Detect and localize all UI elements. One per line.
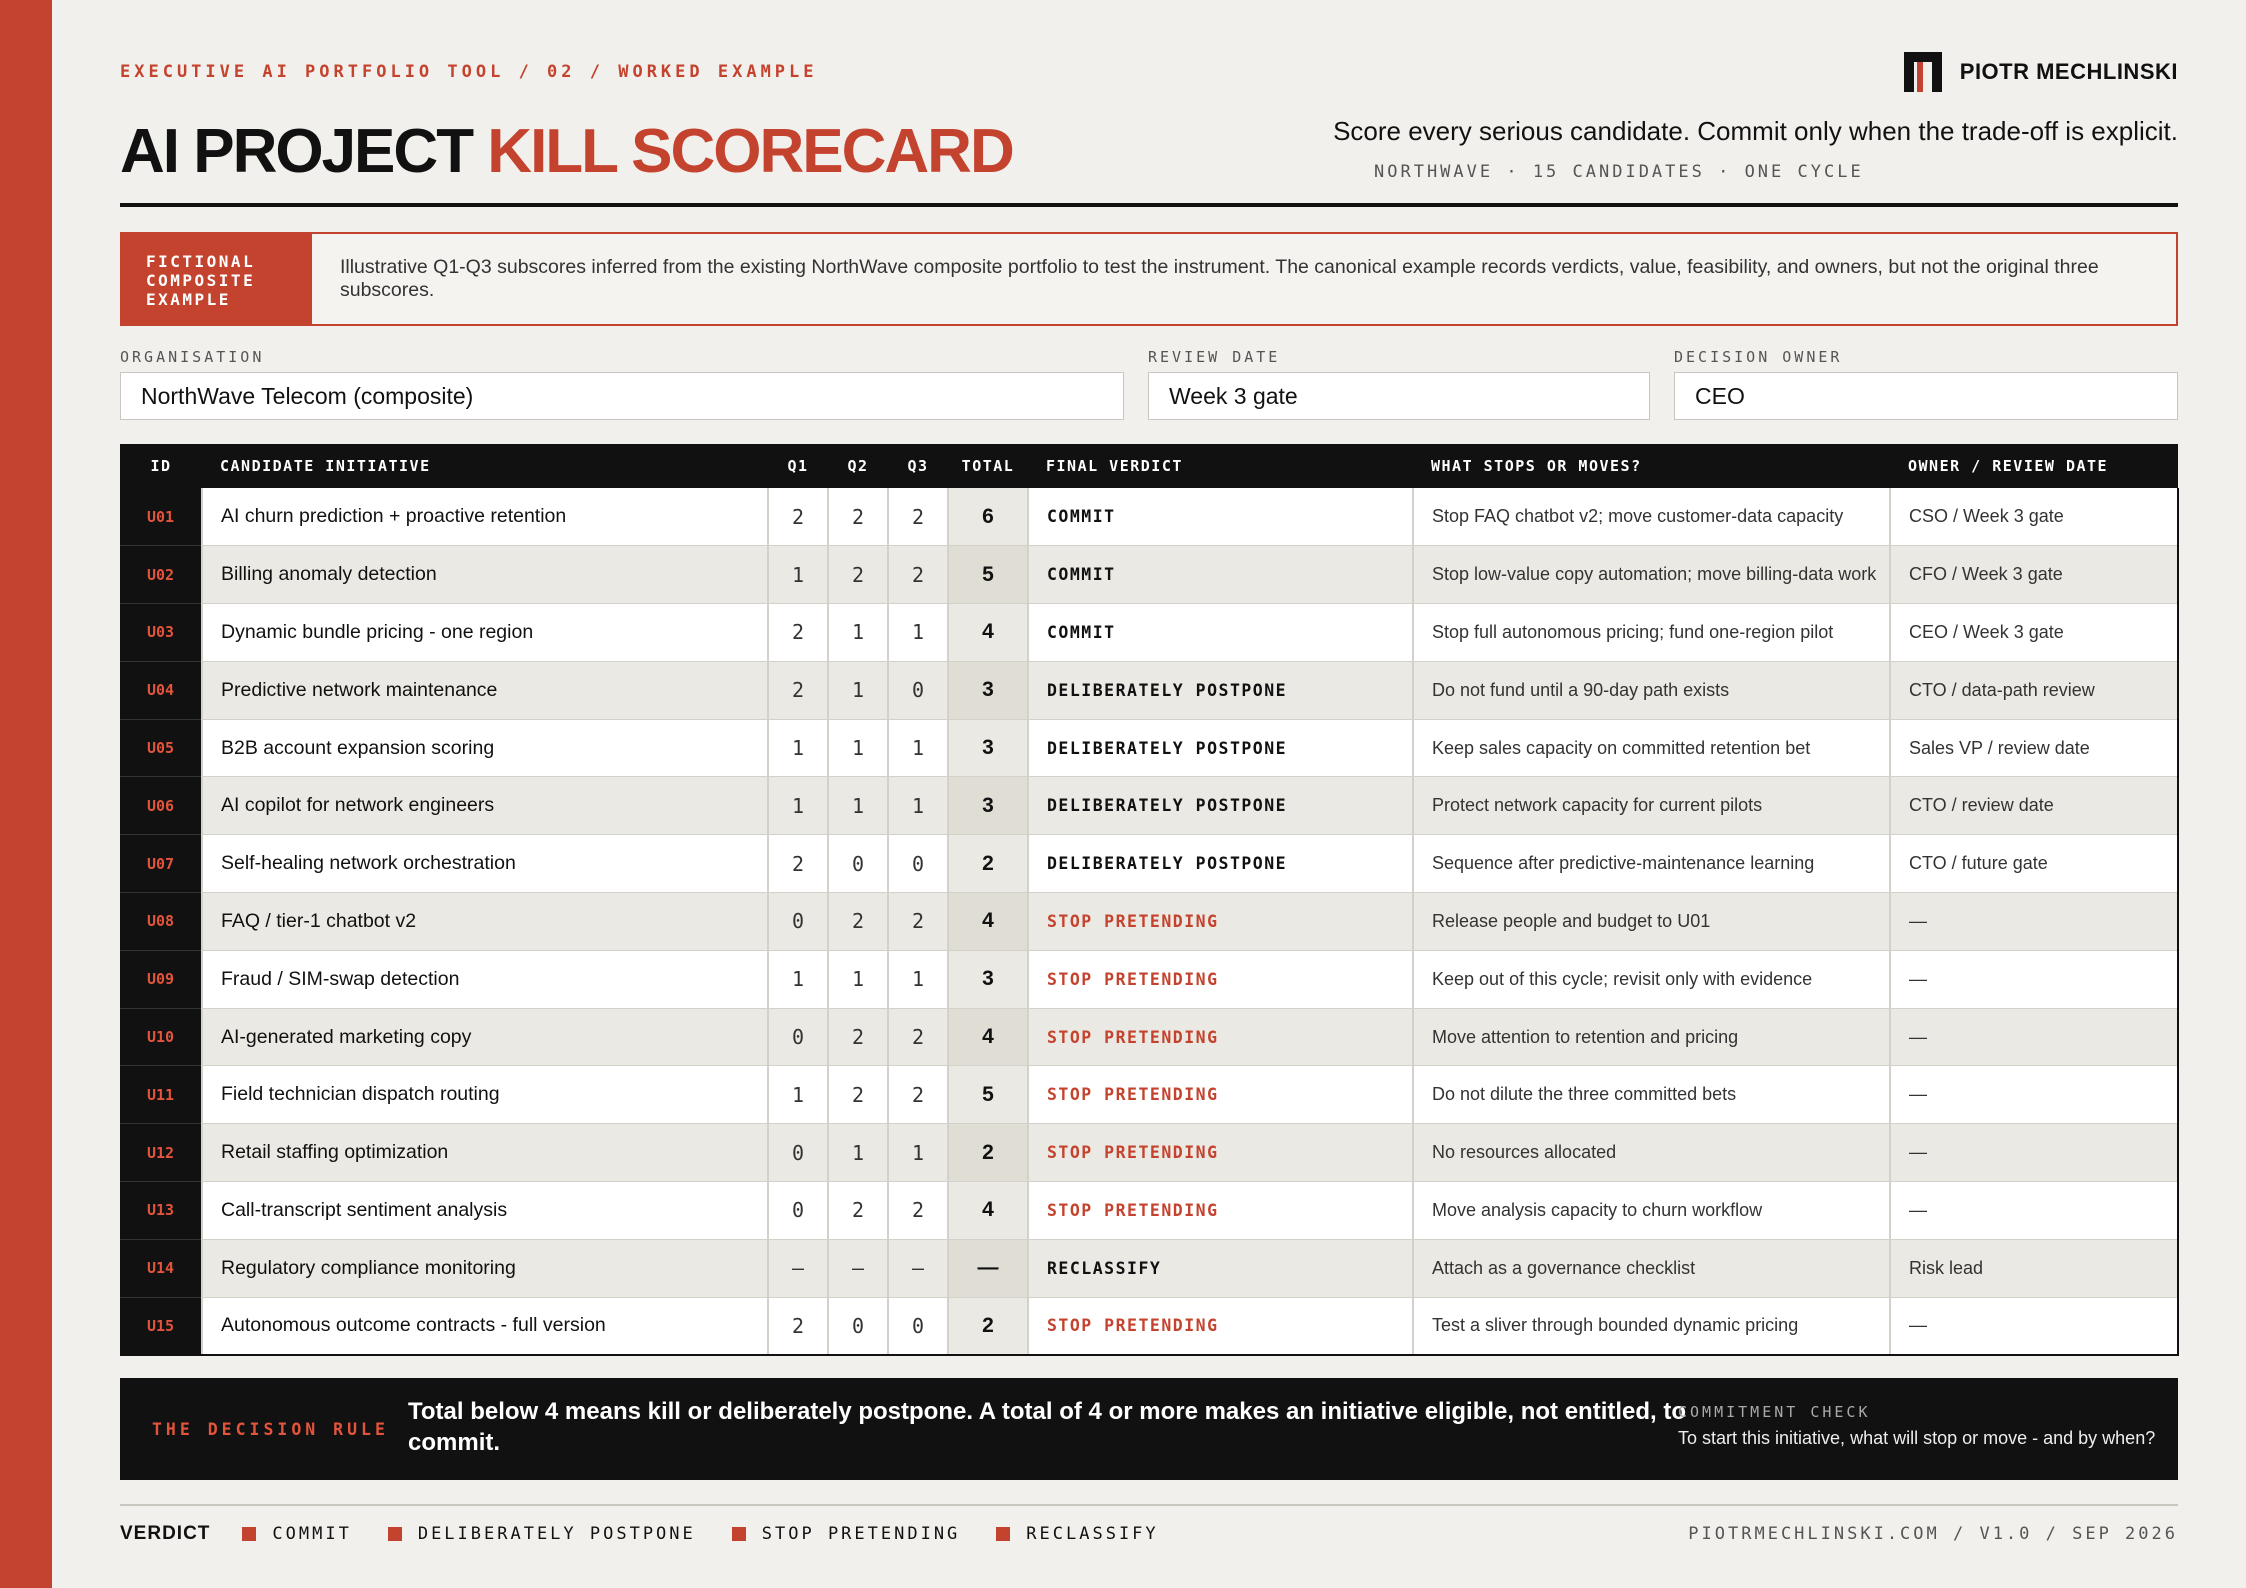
row-q2[interactable]: 2 <box>828 488 888 546</box>
row-total: 2 <box>948 835 1028 893</box>
row-owner[interactable]: CTO / data-path review <box>1890 661 2178 719</box>
table-row <box>120 719 2178 777</box>
header-divider <box>120 203 2178 207</box>
row-id: U05 <box>120 719 202 777</box>
row-id: U12 <box>120 1124 202 1182</box>
row-total: 4 <box>948 604 1028 662</box>
row-q1[interactable]: 0 <box>768 1124 828 1182</box>
row-total: 3 <box>948 777 1028 835</box>
page-title <box>120 116 1013 188</box>
meta-line: NORTHWAVE · 15 CANDIDATES · ONE CYCLE <box>1374 162 1864 182</box>
row-q3[interactable]: 1 <box>888 1124 948 1182</box>
row-moves[interactable]: Attach as a governance checklist <box>1413 1239 1890 1297</box>
row-moves[interactable]: Move attention to retention and pricing <box>1413 1008 1890 1066</box>
scorecard-table <box>120 444 2179 1356</box>
row-id: U04 <box>120 661 202 719</box>
row-moves[interactable]: Stop low-value copy automation; move billing-data work <box>1413 546 1890 604</box>
row-q1[interactable]: 2 <box>768 1297 828 1355</box>
row-q3[interactable]: 0 <box>888 835 948 893</box>
title-accent: KILL SCORECARD <box>487 117 1013 186</box>
legend-swatch <box>996 1527 1010 1541</box>
verdict-legend <box>120 1520 1195 1548</box>
row-q1[interactable]: 1 <box>768 719 828 777</box>
commitment-check-text: To start this initiative, what will stop or move - and by when? <box>1678 1428 2156 1448</box>
brand <box>1904 52 2178 92</box>
row-total: 2 <box>948 1297 1028 1355</box>
row-initiative[interactable]: B2B account expansion scoring <box>202 719 768 777</box>
row-owner[interactable]: CEO / Week 3 gate <box>1890 604 2178 662</box>
table-row <box>120 950 2178 1008</box>
organisation-label: ORGANISATION <box>120 348 265 366</box>
eyebrow-label: EXECUTIVE AI PORTFOLIO TOOL / 02 / WORKED EXAMPLE <box>120 62 818 82</box>
row-moves[interactable]: Stop FAQ chatbot v2; move customer-data capacity <box>1413 488 1890 546</box>
row-q2[interactable]: 2 <box>828 1182 888 1240</box>
row-initiative[interactable]: AI churn prediction + proactive retention <box>202 488 768 546</box>
row-total: 5 <box>948 1066 1028 1124</box>
row-owner[interactable]: — <box>1890 893 2178 951</box>
legend-item-commit <box>242 1524 351 1544</box>
commitment-check-label: COMMITMENT CHECK <box>1678 1403 1871 1421</box>
row-q1[interactable]: 2 <box>768 661 828 719</box>
row-owner[interactable]: — <box>1890 1008 2178 1066</box>
col-header-owner: OWNER / REVIEW DATE <box>1890 444 2178 488</box>
decision-rule-panel <box>120 1378 2178 1480</box>
notice-text: Illustrative Q1-Q3 subscores inferred from the existing NorthWave composite portfolio to test the instrument. The canonical example records verdicts, value, feasibility, and owners, but not the original three subscores. <box>339 256 2099 301</box>
row-q2[interactable]: 2 <box>828 1008 888 1066</box>
legend-label: COMMIT <box>272 1524 352 1544</box>
legend-item-postpone <box>388 1524 696 1544</box>
footer-divider <box>120 1504 2178 1506</box>
row-total: 6 <box>948 488 1028 546</box>
row-initiative[interactable]: Self-healing network orchestration <box>202 835 768 893</box>
row-moves[interactable]: Test a sliver through bounded dynamic pricing <box>1413 1297 1890 1355</box>
col-header-q1: Q1 <box>768 444 828 488</box>
row-q3[interactable]: 1 <box>888 777 948 835</box>
col-header-id: ID <box>120 444 202 488</box>
row-q2[interactable]: 1 <box>828 1124 888 1182</box>
row-owner[interactable]: CSO / Week 3 gate <box>1890 488 2178 546</box>
table-row <box>120 1239 2178 1297</box>
organisation-field[interactable]: NorthWave Telecom (composite) <box>120 372 1124 420</box>
row-verdict[interactable]: STOP PRETENDING <box>1028 893 1413 951</box>
col-header-verdict: FINAL VERDICT <box>1028 444 1413 488</box>
tagline: Score every serious candidate. Commit only when the trade-off is explicit. <box>1333 116 2178 146</box>
row-q2[interactable]: 1 <box>828 661 888 719</box>
legend-swatch <box>732 1527 746 1541</box>
legend-label: DELIBERATELY POSTPONE <box>417 1524 696 1544</box>
accent-side-bar <box>0 0 52 1588</box>
table-row <box>120 604 2178 662</box>
table-row <box>120 893 2178 951</box>
notice-banner <box>120 232 2178 326</box>
row-verdict[interactable]: COMMIT <box>1028 546 1413 604</box>
row-q1[interactable]: 1 <box>768 1066 828 1124</box>
row-initiative[interactable]: Retail staffing optimization <box>202 1124 768 1182</box>
row-initiative[interactable]: Field technician dispatch routing <box>202 1066 768 1124</box>
row-moves[interactable]: Sequence after predictive-maintenance learning <box>1413 835 1890 893</box>
row-q1[interactable]: 1 <box>768 546 828 604</box>
row-q3[interactable]: 2 <box>888 1182 948 1240</box>
row-q2[interactable]: 2 <box>828 546 888 604</box>
row-initiative[interactable]: Billing anomaly detection <box>202 546 768 604</box>
legend-title: VERDICT <box>120 1523 211 1544</box>
row-moves[interactable]: Do not fund until a 90-day path exists <box>1413 661 1890 719</box>
table-row <box>120 1124 2178 1182</box>
row-id: U06 <box>120 777 202 835</box>
row-verdict[interactable]: COMMIT <box>1028 488 1413 546</box>
row-total: 3 <box>948 950 1028 1008</box>
row-owner[interactable]: — <box>1890 1297 2178 1355</box>
legend-item-reclassify <box>996 1524 1158 1544</box>
row-initiative[interactable]: AI-generated marketing copy <box>202 1008 768 1066</box>
decision-owner-field[interactable]: CEO <box>1674 372 2178 420</box>
row-owner[interactable]: — <box>1890 1182 2178 1240</box>
row-q1[interactable]: 1 <box>768 777 828 835</box>
row-id: U15 <box>120 1297 202 1355</box>
row-initiative[interactable]: Regulatory compliance monitoring <box>202 1239 768 1297</box>
review-date-field[interactable]: Week 3 gate <box>1148 372 1650 420</box>
row-q3[interactable]: 0 <box>888 1297 948 1355</box>
row-verdict[interactable]: DELIBERATELY POSTPONE <box>1028 661 1413 719</box>
row-total: 4 <box>948 1182 1028 1240</box>
row-moves[interactable]: Protect network capacity for current pilots <box>1413 777 1890 835</box>
row-total: 3 <box>948 719 1028 777</box>
row-initiative[interactable]: AI copilot for network engineers <box>202 777 768 835</box>
row-moves[interactable]: Stop full autonomous pricing; fund one-region pilot <box>1413 604 1890 662</box>
row-owner[interactable]: CTO / review date <box>1890 777 2178 835</box>
col-header-moves: WHAT STOPS OR MOVES? <box>1413 444 1890 488</box>
row-q3[interactable]: 1 <box>888 950 948 1008</box>
row-moves[interactable]: Keep sales capacity on committed retention bet <box>1413 719 1890 777</box>
row-q2[interactable]: 1 <box>828 777 888 835</box>
row-total: 4 <box>948 1008 1028 1066</box>
row-moves[interactable]: Move analysis capacity to churn workflow <box>1413 1182 1890 1240</box>
page-content <box>120 0 2178 1588</box>
col-header-q2: Q2 <box>828 444 888 488</box>
brand-name: PIOTR MECHLINSKI <box>1959 59 2178 84</box>
row-q2[interactable]: 0 <box>828 835 888 893</box>
row-verdict[interactable]: DELIBERATELY POSTPONE <box>1028 719 1413 777</box>
row-q1[interactable]: 2 <box>768 835 828 893</box>
row-initiative[interactable]: Autonomous outcome contracts - full version <box>202 1297 768 1355</box>
row-id: U02 <box>120 546 202 604</box>
row-verdict[interactable]: STOP PRETENDING <box>1028 1124 1413 1182</box>
col-header-total: TOTAL <box>948 444 1028 488</box>
row-total: 2 <box>948 1124 1028 1182</box>
legend-swatch <box>242 1527 256 1541</box>
row-q2[interactable]: — <box>828 1239 888 1297</box>
row-id: U03 <box>120 604 202 662</box>
row-verdict[interactable]: DELIBERATELY POSTPONE <box>1028 777 1413 835</box>
legend-label: RECLASSIFY <box>1026 1524 1159 1544</box>
table-row <box>120 661 2178 719</box>
table-row <box>120 488 2178 546</box>
row-verdict[interactable]: STOP PRETENDING <box>1028 1182 1413 1240</box>
row-verdict[interactable]: STOP PRETENDING <box>1028 950 1413 1008</box>
row-q3[interactable]: 2 <box>888 1066 948 1124</box>
row-q2[interactable]: 1 <box>828 719 888 777</box>
row-q1[interactable]: 0 <box>768 1182 828 1240</box>
row-q2[interactable]: 1 <box>828 950 888 1008</box>
footer-credit: PIOTRMECHLINSKI.COM / V1.0 / SEP 2026 <box>1688 1524 2178 1544</box>
row-q1[interactable]: 1 <box>768 950 828 1008</box>
row-id: U07 <box>120 835 202 893</box>
row-id: U09 <box>120 950 202 1008</box>
row-verdict[interactable]: STOP PRETENDING <box>1028 1008 1413 1066</box>
row-total: 4 <box>948 893 1028 951</box>
row-verdict[interactable]: COMMIT <box>1028 604 1413 662</box>
row-q3[interactable]: 2 <box>888 1008 948 1066</box>
row-total: — <box>948 1239 1028 1297</box>
row-id: U08 <box>120 893 202 951</box>
col-header-q3: Q3 <box>888 444 948 488</box>
table-row <box>120 1182 2178 1240</box>
row-q3[interactable]: — <box>888 1239 948 1297</box>
row-owner[interactable]: — <box>1890 950 2178 1008</box>
title-main: AI PROJECT <box>120 117 473 186</box>
row-q2[interactable]: 2 <box>828 893 888 951</box>
review-date-label: REVIEW DATE <box>1148 348 1281 366</box>
row-moves[interactable]: No resources allocated <box>1413 1124 1890 1182</box>
row-q1[interactable]: 0 <box>768 1008 828 1066</box>
row-initiative[interactable]: Call-transcript sentiment analysis <box>202 1182 768 1240</box>
row-id: U01 <box>120 488 202 546</box>
row-total: 3 <box>948 661 1028 719</box>
notice-tag: FICTIONAL COMPOSITE EXAMPLE <box>122 234 312 324</box>
table-row <box>120 1008 2178 1066</box>
row-owner[interactable]: CFO / Week 3 gate <box>1890 546 2178 604</box>
row-owner[interactable]: — <box>1890 1066 2178 1124</box>
row-initiative[interactable]: Fraud / SIM-swap detection <box>202 950 768 1008</box>
row-q3[interactable]: 0 <box>888 661 948 719</box>
row-q3[interactable]: 2 <box>888 893 948 951</box>
row-moves[interactable]: Do not dilute the three committed bets <box>1413 1066 1890 1124</box>
table-row <box>120 1066 2178 1124</box>
row-owner[interactable]: Risk lead <box>1890 1239 2178 1297</box>
row-q1[interactable]: — <box>768 1239 828 1297</box>
row-id: U13 <box>120 1182 202 1240</box>
row-verdict[interactable]: STOP PRETENDING <box>1028 1297 1413 1355</box>
row-owner[interactable]: — <box>1890 1124 2178 1182</box>
row-initiative[interactable]: Dynamic bundle pricing - one region <box>202 604 768 662</box>
row-id: U11 <box>120 1066 202 1124</box>
row-q1[interactable]: 2 <box>768 488 828 546</box>
row-verdict[interactable]: RECLASSIFY <box>1028 1239 1413 1297</box>
row-id: U14 <box>120 1239 202 1297</box>
row-q1[interactable]: 2 <box>768 604 828 662</box>
row-q2[interactable]: 2 <box>828 1066 888 1124</box>
row-verdict[interactable]: STOP PRETENDING <box>1028 1066 1413 1124</box>
legend-swatch <box>388 1527 402 1541</box>
row-total: 5 <box>948 546 1028 604</box>
row-q3[interactable]: 1 <box>888 604 948 662</box>
row-initiative[interactable]: Predictive network maintenance <box>202 661 768 719</box>
row-q1[interactable]: 0 <box>768 893 828 951</box>
col-header-initiative: CANDIDATE INITIATIVE <box>202 444 768 488</box>
legend-item-stop <box>732 1524 961 1544</box>
row-verdict[interactable]: DELIBERATELY POSTPONE <box>1028 835 1413 893</box>
decision-rule-text: Total below 4 means kill or deliberately postpone. A total of 4 or more makes an initiative eligible, not entitled, to commit. <box>408 1398 1687 1456</box>
row-moves[interactable]: Release people and budget to U01 <box>1413 893 1890 951</box>
row-initiative[interactable]: FAQ / tier-1 chatbot v2 <box>202 893 768 951</box>
row-q2[interactable]: 1 <box>828 604 888 662</box>
legend-label: STOP PRETENDING <box>761 1524 961 1544</box>
table-row <box>120 546 2178 604</box>
row-q2[interactable]: 0 <box>828 1297 888 1355</box>
table-row <box>120 1297 2178 1355</box>
decision-rule-label: THE DECISION RULE <box>152 1420 389 1439</box>
row-q3[interactable]: 2 <box>888 488 948 546</box>
brand-logo-icon <box>1904 52 1942 92</box>
table-row <box>120 835 2178 893</box>
row-q3[interactable]: 2 <box>888 546 948 604</box>
row-owner[interactable]: Sales VP / review date <box>1890 719 2178 777</box>
row-id: U10 <box>120 1008 202 1066</box>
table-row <box>120 777 2178 835</box>
decision-owner-label: DECISION OWNER <box>1674 348 1843 366</box>
row-q3[interactable]: 1 <box>888 719 948 777</box>
table-header-row <box>120 444 2178 488</box>
row-owner[interactable]: CTO / future gate <box>1890 835 2178 893</box>
row-moves[interactable]: Keep out of this cycle; revisit only with evidence <box>1413 950 1890 1008</box>
